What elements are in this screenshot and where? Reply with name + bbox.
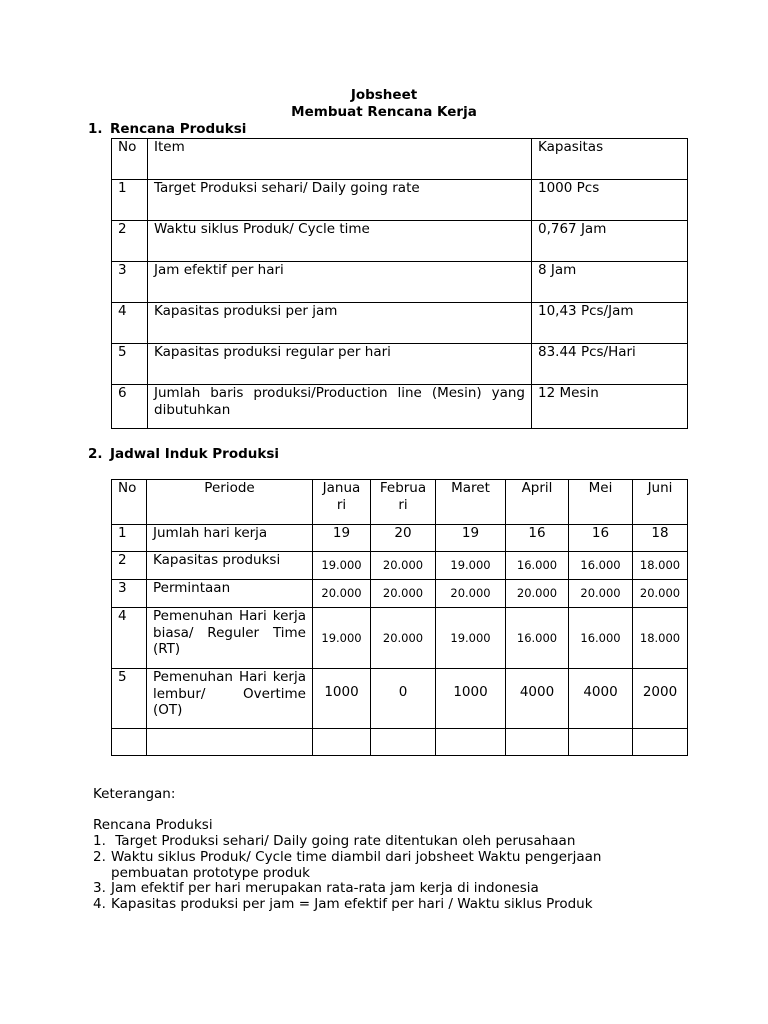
row-no: 1 <box>112 180 148 221</box>
row-label: Pemenuhan Hari kerja biasa/ Reguler Time (RT) <box>147 608 313 669</box>
row-no: 6 <box>112 385 148 429</box>
row-kapasitas: 8 Jam <box>532 262 688 303</box>
cell-value: 1000 <box>313 669 371 729</box>
row-kapasitas: 0,767 Jam <box>532 221 688 262</box>
cell-value: 19.000 <box>436 608 506 669</box>
list-item <box>93 897 653 913</box>
table-header-row <box>112 139 688 180</box>
row-kapasitas: 83.44 Pcs/Hari <box>532 344 688 385</box>
empty-cell <box>371 729 436 756</box>
list-number: 3. <box>93 880 106 896</box>
list-number: 4. <box>93 896 106 912</box>
header-month: Maret <box>436 480 506 525</box>
empty-cell <box>633 729 688 756</box>
cell-value: 19.000 <box>313 608 371 669</box>
month-label: Februa ri <box>379 480 427 513</box>
cell-value: 20.000 <box>436 580 506 608</box>
header-periode: Periode <box>147 480 313 525</box>
table-row <box>112 344 688 385</box>
table-row <box>112 385 688 429</box>
row-item: Kapasitas produksi regular per hari <box>148 344 532 385</box>
row-no: 4 <box>112 608 147 669</box>
list-text: Waktu siklus Produk/ Cycle time diambil dari jobsheet Waktu pengerjaan <box>111 849 602 865</box>
empty-row <box>112 729 688 756</box>
cell-value: 18.000 <box>633 608 688 669</box>
cell-value: 20.000 <box>371 608 436 669</box>
section-1-heading <box>88 121 246 137</box>
row-no: 5 <box>112 344 148 385</box>
cell-value: 19 <box>313 525 371 552</box>
row-no: 1 <box>112 525 147 552</box>
cell-value: 20.000 <box>313 580 371 608</box>
cell-value: 20.000 <box>371 552 436 580</box>
cell-value: 19 <box>436 525 506 552</box>
cell-value: 19.000 <box>436 552 506 580</box>
header-month <box>371 480 436 525</box>
row-no: 2 <box>112 221 148 262</box>
table-row <box>112 525 688 552</box>
row-item: Waktu siklus Produk/ Cycle time <box>148 221 532 262</box>
empty-cell <box>506 729 569 756</box>
section-1-number: 1. <box>88 121 103 137</box>
cell-value: 1000 <box>436 669 506 729</box>
table-row <box>112 608 688 669</box>
cell-value: 18.000 <box>633 552 688 580</box>
section-2-title: Jadwal Induk Produksi <box>110 446 280 462</box>
list-text: Kapasitas produksi per jam = Jam efektif per hari / Waktu siklus Produk <box>111 896 593 912</box>
header-no: No <box>112 139 148 180</box>
header-no: No <box>112 480 147 525</box>
list-text: Jam efektif per hari merupakan rata-rata jam kerja di indonesia <box>111 880 539 896</box>
row-no: 5 <box>112 669 147 729</box>
table-row <box>112 580 688 608</box>
row-label: Kapasitas produksi <box>147 552 313 580</box>
empty-cell <box>112 729 147 756</box>
cell-value: 19.000 <box>313 552 371 580</box>
table-row <box>112 180 688 221</box>
cell-value: 4000 <box>506 669 569 729</box>
empty-cell <box>147 729 313 756</box>
table-header-row <box>112 480 688 525</box>
cell-value: 16 <box>569 525 633 552</box>
cell-value: 20 <box>371 525 436 552</box>
row-kapasitas: 12 Mesin <box>532 385 688 429</box>
rencana-produksi-table <box>111 138 688 429</box>
cell-value: 16 <box>506 525 569 552</box>
cell-value: 18 <box>633 525 688 552</box>
cell-value: 16.000 <box>569 552 633 580</box>
table-row <box>112 262 688 303</box>
month-label: Janua ri <box>322 480 361 513</box>
row-no: 4 <box>112 303 148 344</box>
section-2-heading <box>88 446 279 462</box>
row-label: Jumlah hari kerja <box>147 525 313 552</box>
section-2-number: 2. <box>88 446 103 462</box>
header-item: Item <box>148 139 532 180</box>
header-month: Juni <box>633 480 688 525</box>
table-row <box>112 303 688 344</box>
cell-value: 20.000 <box>371 580 436 608</box>
row-kapasitas: 10,43 Pcs/Jam <box>532 303 688 344</box>
header-month: Mei <box>569 480 633 525</box>
list-item <box>93 834 653 850</box>
row-label: Permintaan <box>147 580 313 608</box>
cell-value: 20.000 <box>633 580 688 608</box>
cell-value: 16.000 <box>569 608 633 669</box>
cell-value: 2000 <box>633 669 688 729</box>
empty-cell <box>313 729 371 756</box>
cell-value: 20.000 <box>506 580 569 608</box>
cell-value: 4000 <box>569 669 633 729</box>
header-month <box>313 480 371 525</box>
cell-value: 16.000 <box>506 608 569 669</box>
document-subtitle: Membuat Rencana Kerja <box>291 104 477 120</box>
cell-value: 20.000 <box>569 580 633 608</box>
cell-value: 0 <box>371 669 436 729</box>
empty-cell <box>436 729 506 756</box>
list-number: 2. <box>93 849 106 865</box>
row-kapasitas: 1000 Pcs <box>532 180 688 221</box>
list-item <box>93 850 653 881</box>
header-month: April <box>506 480 569 525</box>
list-number: 1. <box>93 833 106 849</box>
row-no: 2 <box>112 552 147 580</box>
row-no: 3 <box>112 262 148 303</box>
list-item <box>93 881 653 897</box>
row-item: Jumlah baris produksi/Production line (Mesin) yang dibutuhkan <box>148 385 532 429</box>
jadwal-induk-produksi-table <box>111 479 688 756</box>
table-row <box>112 669 688 729</box>
cell-value: 16.000 <box>506 552 569 580</box>
section-1-title: Rencana Produksi <box>110 121 247 137</box>
row-item: Jam efektif per hari <box>148 262 532 303</box>
document-title: Jobsheet <box>350 87 418 103</box>
row-item: Target Produksi sehari/ Daily going rate <box>148 180 532 221</box>
list-text-continuation: pembuatan prototype produk <box>111 864 310 881</box>
header-kapasitas: Kapasitas <box>532 139 688 180</box>
table-row <box>112 221 688 262</box>
table-row <box>112 552 688 580</box>
notes-heading: Keterangan: <box>93 786 176 802</box>
row-no: 3 <box>112 580 147 608</box>
list-text: Target Produksi sehari/ Daily going rate ditentukan oleh perusahaan <box>111 833 576 849</box>
row-item: Kapasitas produksi per jam <box>148 303 532 344</box>
notes-subheading: Rencana Produksi <box>93 817 213 833</box>
empty-cell <box>569 729 633 756</box>
row-label: Pemenuhan Hari kerja lembur/ Overtime (OT) <box>147 669 313 729</box>
